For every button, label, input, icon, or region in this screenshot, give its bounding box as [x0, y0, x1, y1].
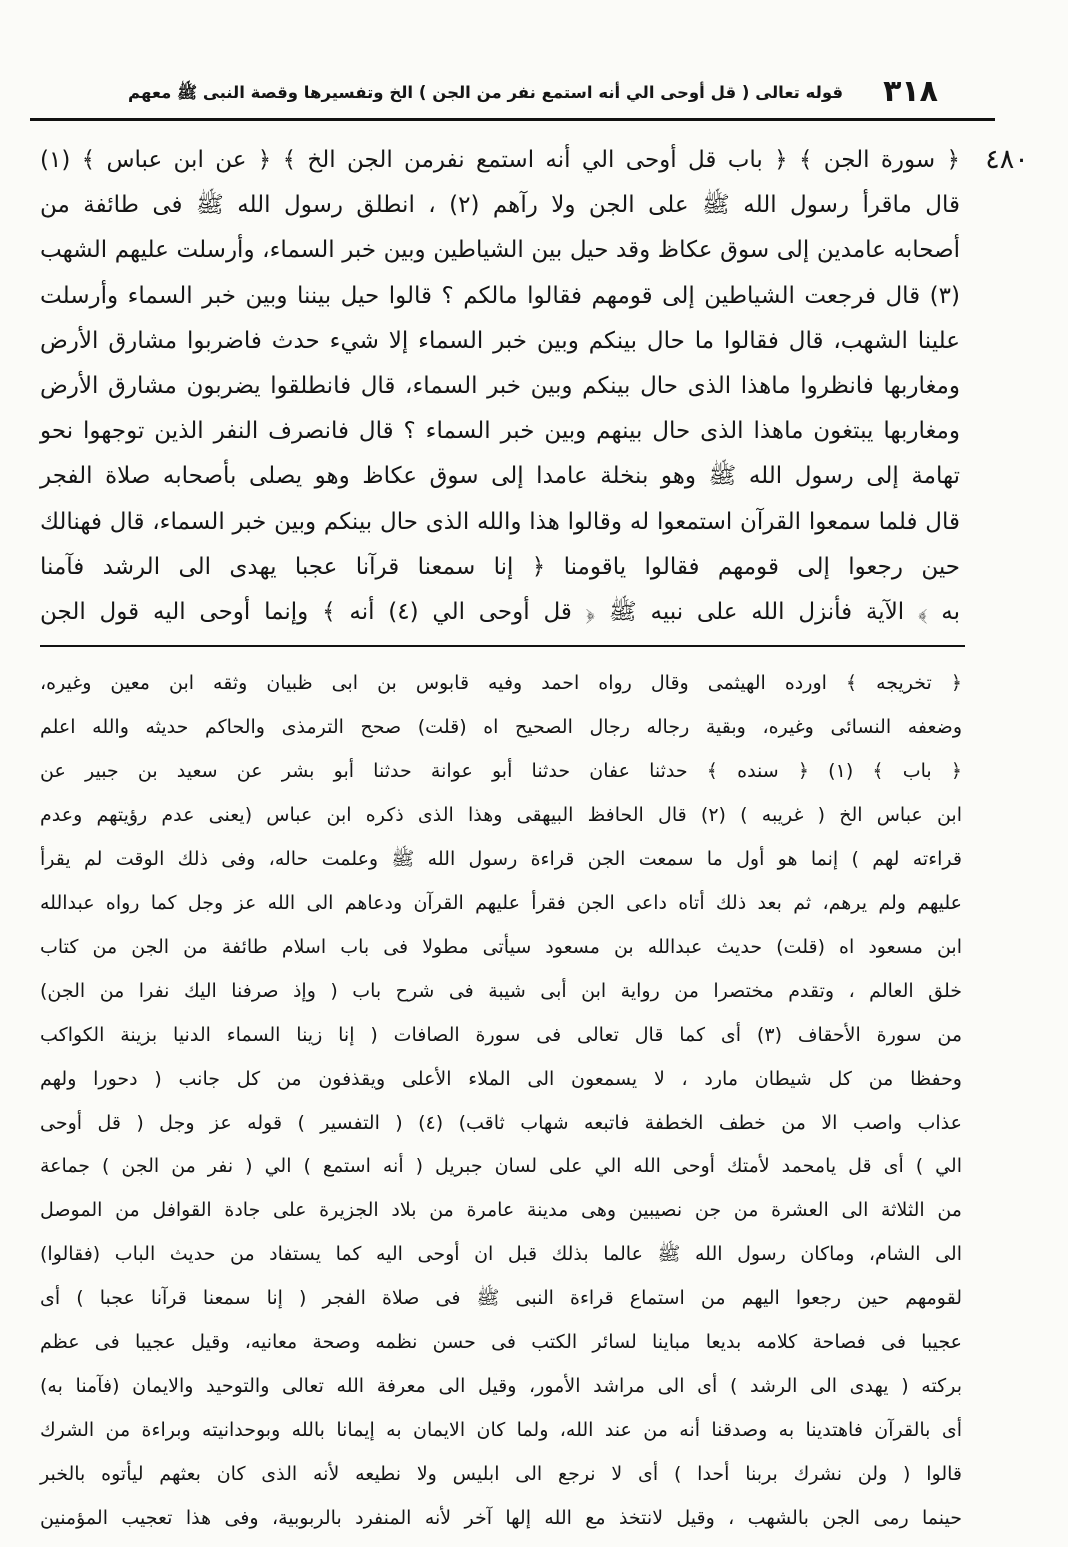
footnote-line: ﴿ تخريجه ﴾ اورده الهيثمى وقال رواه احمد وفيه قابوس بن ابى ظبيان وثقه ابن معين وغيره، — [40, 672, 962, 694]
footnote-line: عجيبا فى فصاحة كلامه بديعا مباينا لسائر الكتب فى حسن نظمه وصحة معانيه، وقيل عجيبا فى عظم — [40, 1331, 962, 1354]
footnote-line: عذاب واصب الا من خطف الخطفة فاتبعه شهاب ثاقب) (٤) ( التفسير ) قوله عز وجل ( قل أوحى — [40, 1111, 962, 1134]
footnote-line: عليهم ولم يرهم، ثم بعد ذلك أتاه داعى الجن فقرأ عليهم القرآن ودعاهم الى الله عز وجل كما رواه عبدالله — [40, 891, 962, 914]
footnotes-block — [40, 663, 962, 1543]
footnote-line: قراءته لهم ) إنما هو أول ما سمعت الجن قراءة رسول الله ﷺ وعلمت حاله، وفى ذلك الوقت لم يقرأ — [40, 847, 962, 870]
main-text-line: أصحابه عامدين إلى سوق عكاظ وقد حيل بين الشياطين وبين خبر السماء، وأرسلت عليهم الشهب — [40, 237, 960, 264]
footnote-rule — [40, 645, 965, 647]
main-text-line: علينا الشهب، قال فقالوا ما حال بينكم وبين خبر السماء إلا شيء حدث فاضربوا مشارق الأرض — [40, 327, 960, 354]
footnote-line: لقومهم حين رجعوا اليهم من استماع قراءة النبى ﷺ فى صلاة الفجر ( إنا سمعنا قرآنا عجبا ) أى — [40, 1287, 962, 1310]
footnote-line: وضعفه النسائى وغيره، وبقية رجاله رجال الصحيح اه (قلت) صحح الترمذى والحاكم حديثه والله اعلم — [40, 715, 962, 738]
main-text-line: قال ماقرأ رسول الله ﷺ على الجن ولا رآهم (٢) ، انطلق رسول الله ﷺ فى طائفة من — [40, 192, 960, 219]
header-rule — [30, 118, 995, 121]
footnote-line: خلق العالم ، وتقدم مختصرا من رواية ابن أبى شيبة فى شرح باب ( وإذ صرفنا اليك نفرا من الجن) — [40, 979, 962, 1002]
main-text-line: ومغاربها فانظروا ماهذا الذى حال بينكم وبين خبر السماء، قال فانطلقوا يضربون مشارق الأرض — [40, 373, 960, 399]
footnote-line: وحفظا من كل شيطان مارد ، لا يسمعون الى الملاء الأعلى ويقذفون من كل جانب ( دحورا ولهم — [40, 1067, 962, 1090]
main-text-line: تهامة إلى رسول الله ﷺ وهو بنخلة عامدا إلى سوق عكاظ وهو يصلى بأصحابه صلاة الفجر — [40, 463, 960, 490]
footnote-line: ابن مسعود اه (قلت) حديث عبدالله بن مسعود سيأتى مطولا فى باب اسلام طائفة من الجن من كتاب — [40, 935, 962, 958]
hadith-number: ٤٨٠ — [985, 144, 1029, 175]
footnote-line: ﴿ باب ﴾ (١) ﴿ سنده ﴾ حدثنا عفان حدثنا أبو عوانة حدثنا أبو بشر عن سعيد بن جبير عن — [40, 759, 963, 782]
footnote-line: حينما رمى الجن بالشهب ، وقيل لانتخذ مع الله إلها آخر لأنه المنفرد بالربوبية، وفى هذا تعجيب المؤمنين — [40, 1507, 962, 1530]
main-text-line: به ﴾ الآية فأنزل الله على نبيه ﷺ ﴿ قل أوحى الي (٤) أنه ﴾ وإنما أوحى اليه قول الجن — [40, 599, 960, 625]
main-text-line: (٣) قال فرجعت الشياطين إلى قومهم فقالوا مالكم ؟ قالوا حيل بيننا وبين خبر السماء وأرسلت — [40, 282, 960, 309]
footnote-line: الي ) أى قل يامحمد لأمتك أوحى الله الي على لسان جبريل ( أنه استمع ) الي ( نفر من الجن ) جماعة — [40, 1155, 962, 1178]
footnote-line: قالوا ( ولن نشرك بربنا أحدا ) أى لا نرجع الى ابليس ولا نطيعه لأنه الذى كان بعثهم ليأتوه بالخبر — [40, 1463, 962, 1486]
main-text-line: ومغاربها يبتغون ماهذا الذى حال بينهم وبين خبر السماء ؟ قال فانصرف النفر الذين توجهوا نحو — [40, 418, 960, 445]
footnote-line: الى الشام، وماكان رسول الله ﷺ عالما بذلك قبل ان أوحى اليه كما يستفاد من حديث الباب (فقالوا) — [40, 1243, 962, 1266]
footnote-line: بركته ( يهدى الى الرشد ) أى الى مراشد الأمور، وقيل الى معرفة الله تعالى والتوحيد والايمان (فآمنا به) — [40, 1375, 962, 1398]
running-title: قوله تعالى ( قل أوحى الي أنه استمع نفر من الجن ) الخ وتفسيرها وقصة النبى ﷺ معهم — [128, 83, 843, 102]
main-text-line: حين رجعوا إلى قومهم فقالوا ياقومنا ﴿ إنا سمعنا قرآنا عجبا يهدى الى الرشد فآمنا — [40, 553, 960, 580]
main-text-block — [40, 138, 960, 638]
main-text-line: ﴿ سورة الجن ﴾ ﴿ باب قل أوحى الي أنه استمع نفرمن الجن الخ ﴾ ﴿ عن ابن عباس ﴾ (١) — [40, 147, 960, 173]
footnote-line: من الثلاثة الى العشرة من جن نصيبين وهى مدينة عامرة من بلاد الجزيرة على جادة القوافل من الموصل — [40, 1199, 962, 1222]
page-number: ٣١٨ — [883, 74, 938, 109]
main-text-line: قال فلما سمعوا القرآن استمعوا له وقالوا هذا والله الذى حال بينكم وبين خبر السماء، قال فهنالك — [40, 508, 960, 535]
footnote-line: من سورة الأحقاف (٣) أى كما قال تعالى فى سورة الصافات ( إنا زينا السماء الدنيا بزينة الكواكب — [40, 1023, 962, 1046]
footnote-line: أى بالقرآن فاهتدينا به وصدقنا أنه من عند الله، ولما كان الايمان به إيمانا بالله وبوحدانيته وبراءة من الشرك — [40, 1419, 962, 1442]
footnote-line: ابن عباس الخ ( غريبه ) (٢) قال الحافظ البيهقى وهذا الذى ذكره ابن عباس (يعنى عدم رؤيتهم وعدم — [40, 803, 962, 826]
